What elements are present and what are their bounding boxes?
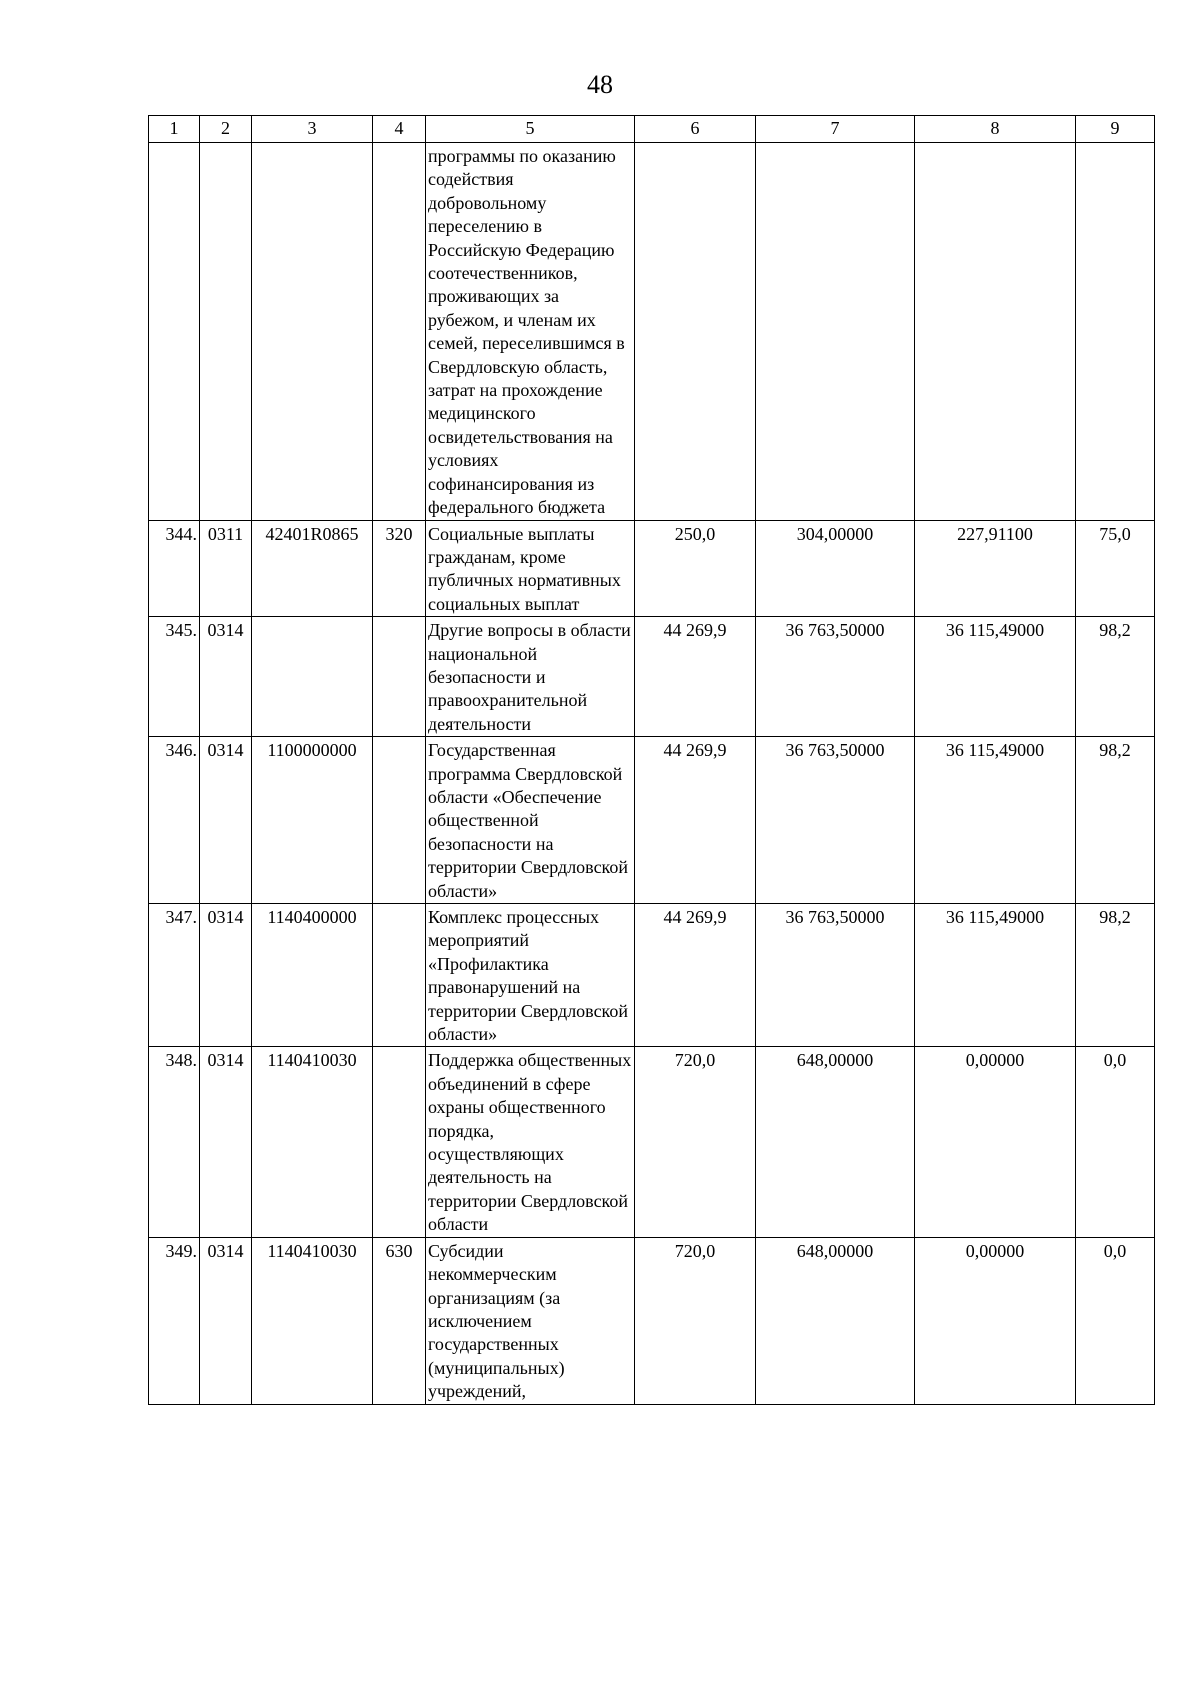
refined-amount-cell: 304,00000 bbox=[756, 520, 915, 617]
row-number-cell: 347. bbox=[149, 904, 200, 1047]
target-code-cell: 1100000000 bbox=[252, 737, 373, 904]
executed-amount-cell: 0,00000 bbox=[915, 1237, 1076, 1404]
section-code-cell bbox=[200, 143, 252, 521]
executed-amount-cell: 36 115,49000 bbox=[915, 904, 1076, 1047]
expense-type-cell bbox=[373, 617, 426, 737]
section-code-cell: 0311 bbox=[200, 520, 252, 617]
item-name-cell: Субсидии некоммерческим организациям (за исключением государственных (муниципальных) учреждений, bbox=[426, 1237, 635, 1404]
section-code-cell: 0314 bbox=[200, 904, 252, 1047]
percent-cell bbox=[1076, 143, 1155, 521]
expense-type-cell: 320 bbox=[373, 520, 426, 617]
percent-cell: 0,0 bbox=[1076, 1237, 1155, 1404]
section-code-cell: 0314 bbox=[200, 1237, 252, 1404]
column-header: 6 bbox=[635, 116, 756, 143]
expense-type-cell bbox=[373, 737, 426, 904]
table-row bbox=[149, 617, 1155, 737]
executed-amount-cell: 0,00000 bbox=[915, 1047, 1076, 1237]
column-header: 9 bbox=[1076, 116, 1155, 143]
target-code-cell: 1140400000 bbox=[252, 904, 373, 1047]
column-header: 2 bbox=[200, 116, 252, 143]
section-code-cell: 0314 bbox=[200, 617, 252, 737]
target-code-cell bbox=[252, 143, 373, 521]
target-code-cell: 42401R0865 bbox=[252, 520, 373, 617]
row-number-cell bbox=[149, 143, 200, 521]
item-name-cell: Комплекс процессных мероприятий «Профилактика правонарушений на территории Свердловской области» bbox=[426, 904, 635, 1047]
target-code-cell: 1140410030 bbox=[252, 1047, 373, 1237]
column-header: 3 bbox=[252, 116, 373, 143]
refined-amount-cell: 36 763,50000 bbox=[756, 904, 915, 1047]
table-row bbox=[149, 737, 1155, 904]
table-row bbox=[149, 1047, 1155, 1237]
section-code-cell: 0314 bbox=[200, 1047, 252, 1237]
percent-cell: 98,2 bbox=[1076, 904, 1155, 1047]
plan-amount-cell: 44 269,9 bbox=[635, 904, 756, 1047]
item-name-cell: программы по оказанию содействия добровольному переселению в Российскую Федерацию соотечественников, проживающих за рубежом, и членам их семей, переселившимся в Свердловскую область, затрат на прохождение медицинского освидетельствования на условиях софинансирования из федерального бюджета bbox=[426, 143, 635, 521]
executed-amount-cell: 227,91100 bbox=[915, 520, 1076, 617]
target-code-cell: 1140410030 bbox=[252, 1237, 373, 1404]
section-code-cell: 0314 bbox=[200, 737, 252, 904]
percent-cell: 98,2 bbox=[1076, 737, 1155, 904]
column-header: 8 bbox=[915, 116, 1076, 143]
executed-amount-cell bbox=[915, 143, 1076, 521]
percent-cell: 0,0 bbox=[1076, 1047, 1155, 1237]
plan-amount-cell: 44 269,9 bbox=[635, 737, 756, 904]
table-header bbox=[149, 116, 1155, 143]
plan-amount-cell bbox=[635, 143, 756, 521]
item-name-cell: Социальные выплаты гражданам, кроме публичных нормативных социальных выплат bbox=[426, 520, 635, 617]
refined-amount-cell: 36 763,50000 bbox=[756, 617, 915, 737]
header-row bbox=[149, 116, 1155, 143]
table-body bbox=[149, 143, 1155, 1405]
column-header: 5 bbox=[426, 116, 635, 143]
plan-amount-cell: 720,0 bbox=[635, 1047, 756, 1237]
column-header: 1 bbox=[149, 116, 200, 143]
refined-amount-cell bbox=[756, 143, 915, 521]
expense-type-cell: 630 bbox=[373, 1237, 426, 1404]
column-header: 4 bbox=[373, 116, 426, 143]
executed-amount-cell: 36 115,49000 bbox=[915, 737, 1076, 904]
plan-amount-cell: 250,0 bbox=[635, 520, 756, 617]
target-code-cell bbox=[252, 617, 373, 737]
budget-table bbox=[148, 115, 1155, 1405]
expense-type-cell bbox=[373, 143, 426, 521]
item-name-cell: Другие вопросы в области национальной безопасности и правоохранительной деятельности bbox=[426, 617, 635, 737]
percent-cell: 75,0 bbox=[1076, 520, 1155, 617]
row-number-cell: 344. bbox=[149, 520, 200, 617]
refined-amount-cell: 36 763,50000 bbox=[756, 737, 915, 904]
table-row bbox=[149, 1237, 1155, 1404]
percent-cell: 98,2 bbox=[1076, 617, 1155, 737]
table-row bbox=[149, 143, 1155, 521]
table-row bbox=[149, 520, 1155, 617]
row-number-cell: 346. bbox=[149, 737, 200, 904]
table-row bbox=[149, 904, 1155, 1047]
item-name-cell: Государственная программа Свердловской области «Обеспечение общественной безопасности на территории Свердловской области» bbox=[426, 737, 635, 904]
column-header: 7 bbox=[756, 116, 915, 143]
page-number: 48 bbox=[587, 70, 613, 99]
plan-amount-cell: 44 269,9 bbox=[635, 617, 756, 737]
expense-type-cell bbox=[373, 904, 426, 1047]
expense-type-cell bbox=[373, 1047, 426, 1237]
item-name-cell: Поддержка общественных объединений в сфере охраны общественного порядка, осуществляющих деятельность на территории Свердловской области bbox=[426, 1047, 635, 1237]
refined-amount-cell: 648,00000 bbox=[756, 1047, 915, 1237]
plan-amount-cell: 720,0 bbox=[635, 1237, 756, 1404]
row-number-cell: 349. bbox=[149, 1237, 200, 1404]
executed-amount-cell: 36 115,49000 bbox=[915, 617, 1076, 737]
refined-amount-cell: 648,00000 bbox=[756, 1237, 915, 1404]
row-number-cell: 345. bbox=[149, 617, 200, 737]
row-number-cell: 348. bbox=[149, 1047, 200, 1237]
